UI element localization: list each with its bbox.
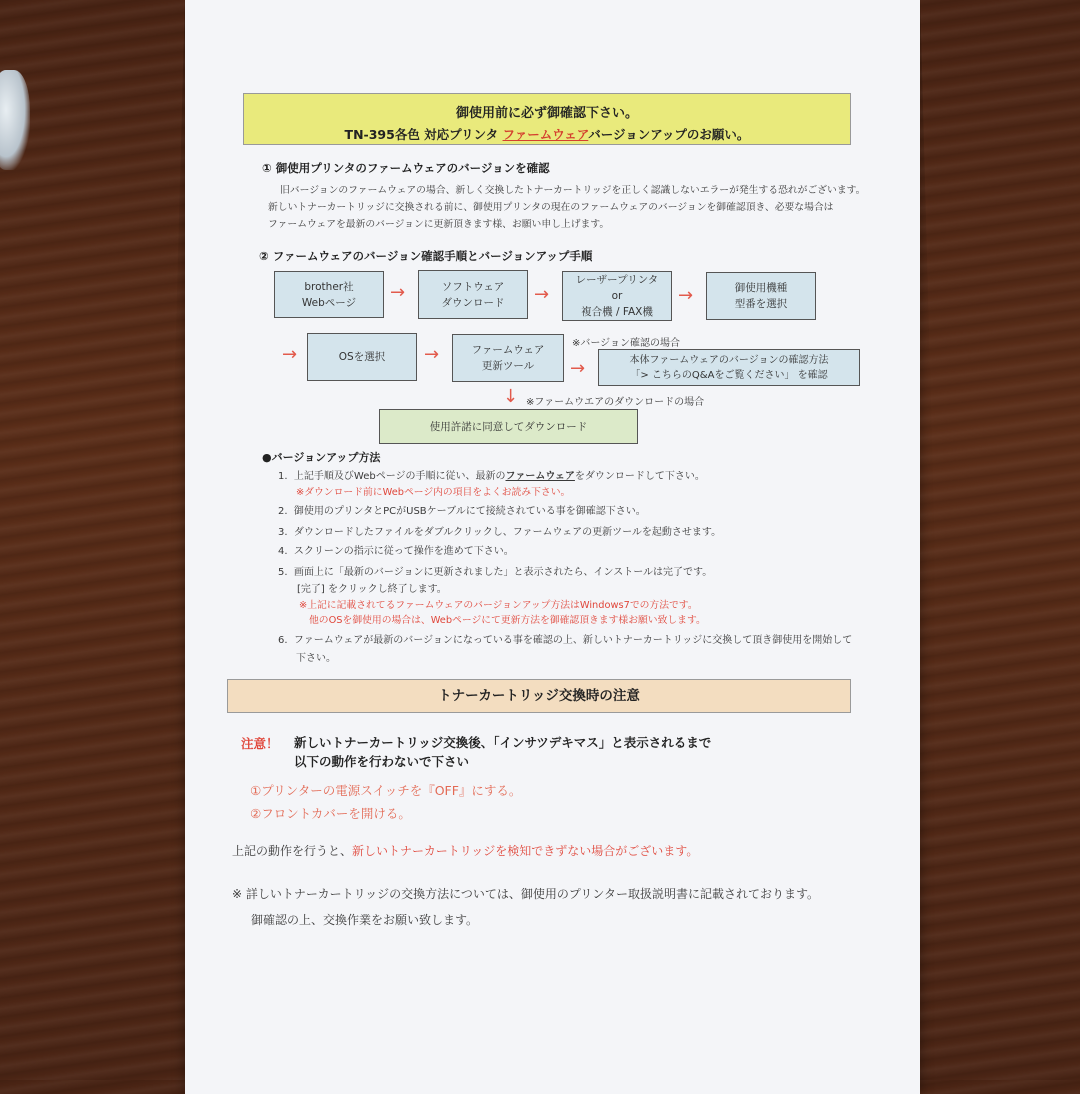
section1-para-line3: ファームウェアを最新のバージョンに更新頂きます様、お願い申し上げます。	[268, 219, 610, 230]
flow-box4-line2: 型番を選択	[734, 298, 788, 310]
section1-para-line2: 新しいトナーカートリッジに交換される前に、御使用プリンタの現在のファームウェアのバージョンを御確認頂き、必要な場合は	[268, 202, 834, 213]
flow-box3-line1: レーザープリンタ	[575, 274, 659, 286]
footer-line1: ※ 詳しいトナーカートリッジの交換方法については、御使用のプリンター取扱説明書に記載されております。	[232, 887, 819, 901]
section2-title: ② ファームウェアのバージョン確認手順とバージョンアップ手順	[259, 249, 593, 263]
note-version-check: ※バージョン確認の場合	[572, 338, 680, 349]
flow-box5-line1: OSを選択	[338, 351, 386, 363]
flow-arrow-2: →	[534, 284, 550, 305]
step-1-num: 1.	[278, 471, 288, 482]
step-5-line2: [完了] をクリックし終了します。	[297, 584, 447, 595]
caution-item1: ①プリンターの電源スイッチを『OFF』にする。	[250, 783, 522, 798]
step-2-num: 2.	[278, 506, 288, 517]
step-4-text: スクリーンの指示に従って操作を進めて下さい。	[293, 546, 514, 557]
step-5	[278, 564, 712, 581]
step-4-num: 4.	[278, 546, 288, 557]
caution-item2: ②フロントカバーを開ける。	[250, 806, 411, 821]
flow-box-agree-download	[379, 409, 638, 444]
step-1-post: をダウンロードして下さい。	[574, 471, 705, 482]
flow-arrow-down: ↓	[503, 386, 519, 407]
step-6-num: 6.	[278, 635, 288, 646]
section1-title: ① 御使用プリンタのファームウェアのバージョンを確認	[262, 161, 550, 175]
caution-result	[232, 841, 698, 861]
step-1-note: ※ダウンロード前にWebページ内の項目をよくお読み下さい。	[296, 487, 571, 498]
step-3	[278, 524, 721, 541]
flow-box-brother-web	[274, 271, 384, 318]
flow-box4-line1: 御使用機種	[734, 282, 788, 294]
flow-arrow-3: →	[678, 285, 694, 306]
flow-box-select-model	[706, 272, 816, 320]
step-5-note1: ※上記に記載されてるファームウェアのバージョンアップ方法はWindows7での方法です。	[299, 600, 698, 611]
step-4	[278, 543, 514, 560]
flow-box7-line2: 「> こちらのQ&Aをご覧ください」 を確認	[630, 369, 828, 381]
flow-box3-line3: 複合機 / FAX機	[581, 306, 653, 318]
note-firmware-download: ※ファームウエアのダウンロードの場合	[526, 397, 705, 408]
caution-line1: 新しいトナーカートリッジ交換後、「インサツデキマス」と表示されるまで	[294, 735, 712, 750]
step-5-text: 画面上に「最新のバージョンに更新されました」と表示されたら、インストールは完了です。	[293, 567, 713, 578]
caution-result-red: 新しいトナーカートリッジを検知できずない場合がございます。	[352, 844, 699, 858]
flow-box2-line2: ダウンロード	[441, 296, 505, 309]
flow-box8-line1: 使用許諾に同意してダウンロード	[429, 420, 588, 433]
flow-arrow-4: →	[282, 344, 298, 365]
step-6-line2: 下さい。	[296, 653, 336, 664]
plastic-wrap-object	[0, 70, 30, 170]
flow-box2-line1: ソフトウェア	[441, 280, 505, 293]
step-1-firmware: ファームウェア	[505, 471, 575, 482]
header-line2	[244, 125, 850, 143]
caution-banner: トナーカートリッジ交換時の注意	[227, 679, 851, 713]
caution-result-pre: 上記の動作を行うと、	[232, 844, 353, 858]
step-2	[278, 503, 646, 520]
flow-box-printer-type	[562, 271, 672, 321]
flow-box3-line2: or	[611, 290, 623, 302]
header-line2-prefix: TN-395各色 対応プリンタ	[344, 127, 503, 142]
flow-box1-line1: brother社	[304, 280, 354, 293]
step-1-pre: 上記手順及びWebページの手順に従い、最新の	[293, 471, 506, 482]
step-3-text: ダウンロードしたファイルをダブルクリックし、ファームウェアの更新ツールを起動させます。	[293, 527, 722, 538]
footer-line2: 御確認の上、交換作業をお願い致します。	[251, 913, 479, 927]
step-1	[278, 468, 705, 485]
flow-arrow-1: →	[390, 282, 406, 303]
step-3-num: 3.	[278, 527, 288, 538]
step-5-num: 5.	[278, 567, 288, 578]
flow-arrow-5: →	[424, 344, 440, 365]
header-line1: 御使用前に必ず御確認下さい。	[455, 106, 638, 121]
flow-box1-line2: Webページ	[301, 296, 357, 309]
upgrade-title: ●バージョンアップ方法	[262, 451, 381, 464]
flow-box-version-check-method	[598, 349, 860, 386]
step-6-text: ファームウェアが最新のバージョンになっている事を確認の上、新しいトナーカートリッジに交換して頂き御使用を開始して	[293, 635, 853, 646]
flow-box-select-os	[307, 333, 417, 381]
step-6	[278, 632, 852, 649]
header-firmware-highlight: ファームウェア	[502, 127, 589, 142]
section1-para-line1: 旧バージョンのファームウェアの場合、新しく交換したトナーカートリッジを正しく認識しないエラーが発生する恐れがございます。	[280, 185, 866, 196]
step-5-note2: 他のOSを御使用の場合は、Webページにて更新方法を御確認頂きます様お願い致します。	[309, 615, 706, 626]
flow-box6-line2: 更新ツール	[481, 360, 535, 372]
caution-line2: 以下の動作を行わないで下さい	[294, 754, 470, 769]
header-banner	[243, 93, 851, 145]
flow-box7-line1: 本体ファームウェアのバージョンの確認方法	[629, 354, 829, 366]
flow-box-software-download	[418, 270, 528, 319]
caution-label: 注意！	[241, 736, 279, 751]
flow-box-update-tool	[452, 334, 564, 382]
flow-arrow-6: →	[570, 358, 586, 379]
flow-box6-line1: ファームウェア	[471, 344, 545, 356]
header-line2-suffix: バージョンアップのお願い。	[588, 127, 750, 142]
step-2-text: 御使用のプリンタとPCがUSBケーブルにて接続されている事を御確認下さい。	[293, 506, 646, 517]
